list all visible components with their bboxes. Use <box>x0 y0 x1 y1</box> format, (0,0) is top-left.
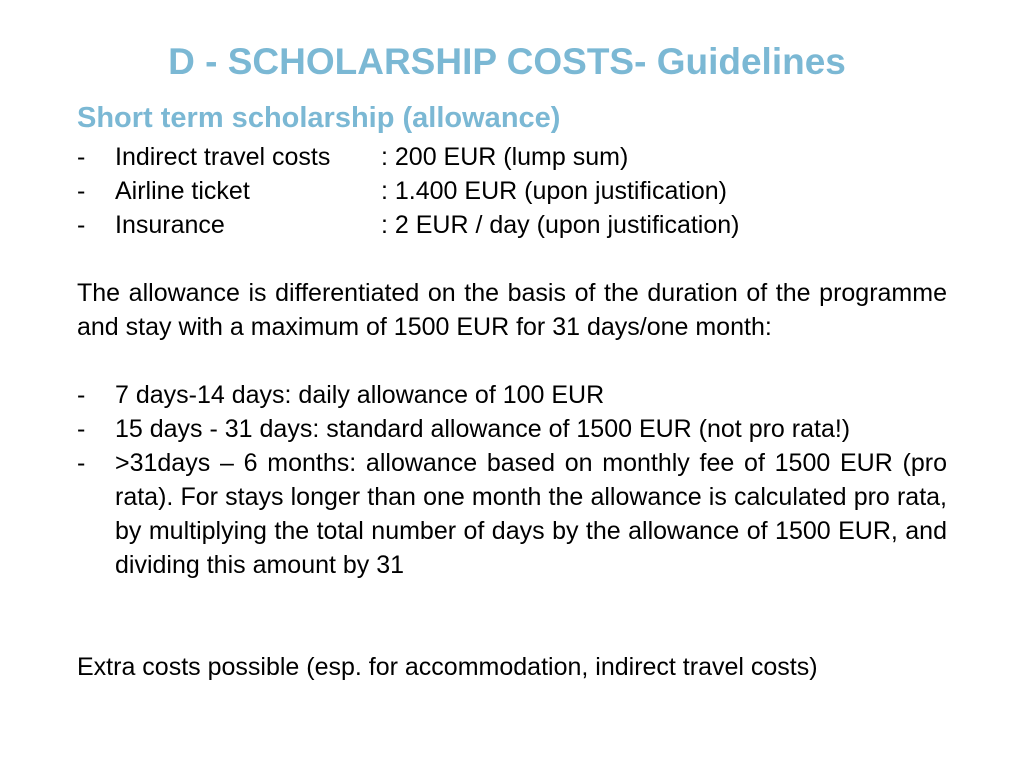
cost-label: Airline ticket <box>115 177 250 205</box>
bullet-dash: - <box>77 177 86 205</box>
duration-text: >31days – 6 months: allowance based on monthly fee of 1500 EUR (pro rata). For stays longer than one month the allowance is calculated pro rata, by multiplying the total number of days by the allowance of 1500 EUR, and dividing this amount by 31 <box>115 449 947 579</box>
cost-row-indirect-travel <box>77 140 947 174</box>
cost-row-insurance <box>77 208 947 242</box>
intro-paragraph: The allowance is differentiated on the basis of the duration of the programme and stay with a maximum of 1500 EUR for 31 days/one month: <box>77 279 947 341</box>
duration-item <box>77 446 947 582</box>
cost-value: : 200 EUR (lump sum) <box>381 143 629 171</box>
bullet-dash: - <box>77 381 86 409</box>
extra-costs-note: Extra costs possible (esp. for accommodation, indirect travel costs) <box>77 653 818 681</box>
duration-item <box>77 412 947 446</box>
duration-text: 15 days - 31 days: standard allowance of 1500 EUR (not pro rata!) <box>115 415 851 443</box>
bullet-dash: - <box>77 211 86 239</box>
cost-label: Indirect travel costs <box>115 143 331 171</box>
section-subtitle: Short term scholarship (allowance) <box>77 102 561 134</box>
duration-item <box>77 378 947 412</box>
slide-title: D - SCHOLARSHIP COSTS- Guidelines <box>168 41 846 82</box>
cost-value: : 1.400 EUR (upon justification) <box>381 177 728 205</box>
cost-label: Insurance <box>115 211 225 239</box>
bullet-dash: - <box>77 415 86 443</box>
cost-value: : 2 EUR / day (upon justification) <box>381 211 740 239</box>
duration-text: 7 days-14 days: daily allowance of 100 EUR <box>115 381 605 409</box>
bullet-dash: - <box>77 449 86 477</box>
cost-list <box>77 140 947 242</box>
duration-list <box>77 378 947 582</box>
bullet-dash: - <box>77 143 86 171</box>
cost-row-airline-ticket <box>77 174 947 208</box>
